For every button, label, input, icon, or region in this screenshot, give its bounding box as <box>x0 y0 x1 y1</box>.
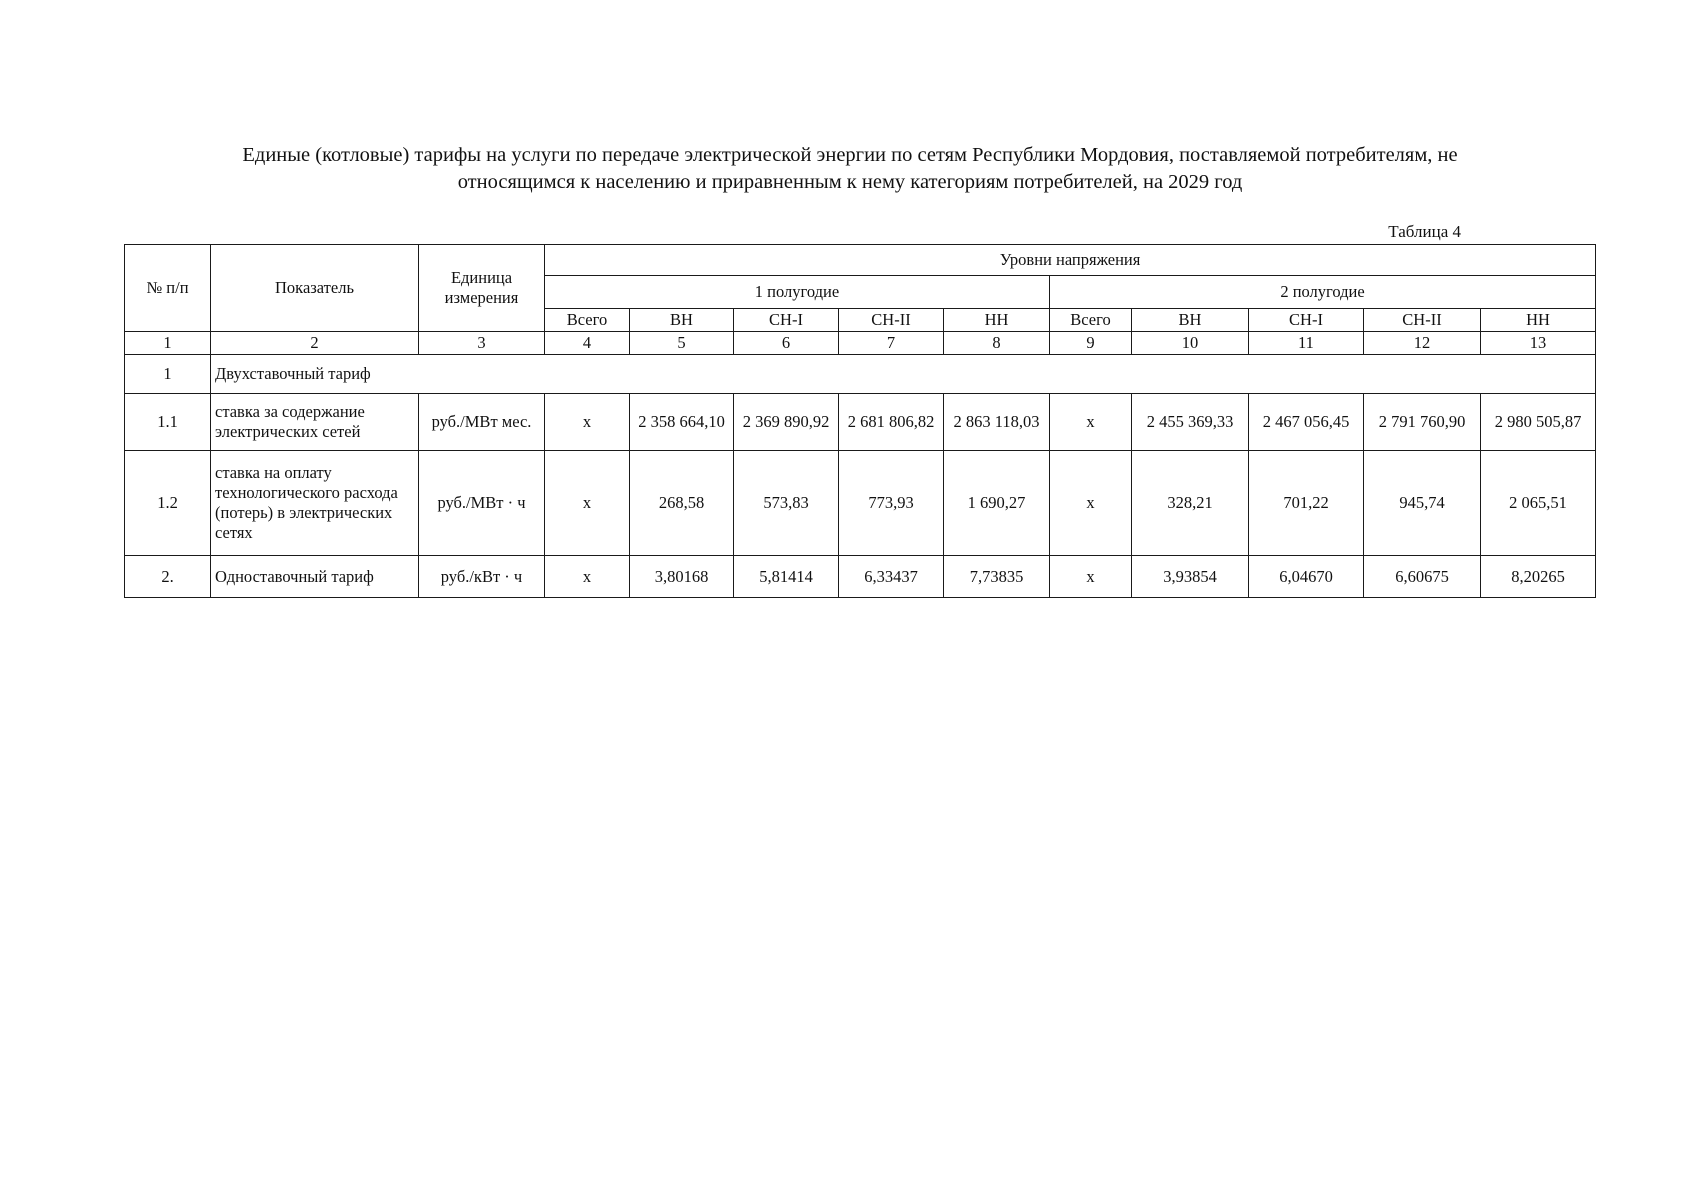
cell-value: х <box>1050 394 1132 451</box>
cell-value: 6,60675 <box>1364 556 1481 598</box>
cell-value: 2 467 056,45 <box>1249 394 1364 451</box>
document-title <box>150 142 1550 196</box>
header-col-vn-2: ВН <box>1132 309 1249 332</box>
column-number: 10 <box>1132 332 1249 355</box>
column-number: 13 <box>1481 332 1596 355</box>
table-row-losses-rate <box>125 451 1596 556</box>
cell-value: 268,58 <box>630 451 734 556</box>
header-row-1 <box>125 245 1596 276</box>
column-number: 2 <box>211 332 419 355</box>
cell-value: 573,83 <box>734 451 839 556</box>
table-row-network-maintenance-rate <box>125 394 1596 451</box>
cell-value: 1 690,27 <box>944 451 1050 556</box>
table-row-single-rate-tariff <box>125 556 1596 598</box>
column-number: 9 <box>1050 332 1132 355</box>
column-number: 7 <box>839 332 944 355</box>
header-col-sn2-2: СН-II <box>1364 309 1481 332</box>
header-col-vn-1: ВН <box>630 309 734 332</box>
header-col-sn2-1: СН-II <box>839 309 944 332</box>
cell-value: 8,20265 <box>1481 556 1596 598</box>
column-number: 6 <box>734 332 839 355</box>
cell-value: 5,81414 <box>734 556 839 598</box>
row-unit: руб./МВт · ч <box>419 451 545 556</box>
cell-value: 7,73835 <box>944 556 1050 598</box>
header-col-total-1: Всего <box>545 309 630 332</box>
cell-value: 773,93 <box>839 451 944 556</box>
row-indicator: ставка за содержание электрических сетей <box>211 394 419 451</box>
cell-value: 6,04670 <box>1249 556 1364 598</box>
header-col-nn-2: НН <box>1481 309 1596 332</box>
column-number: 4 <box>545 332 630 355</box>
cell-value: 701,22 <box>1249 451 1364 556</box>
header-half-1: 1 полугодие <box>545 276 1050 309</box>
row-unit: руб./кВт · ч <box>419 556 545 598</box>
column-number: 3 <box>419 332 545 355</box>
section-name: Двухставочный тариф <box>211 355 1596 394</box>
column-number: 5 <box>630 332 734 355</box>
cell-value: 328,21 <box>1132 451 1249 556</box>
header-indicator: Показатель <box>211 245 419 332</box>
column-number: 11 <box>1249 332 1364 355</box>
column-numbers-row <box>125 332 1596 355</box>
document-title-line-1: Единые (котловые) тарифы на услуги по передаче электрической энергии по сетям Республики Мордовия, поставляемой потребителям, не <box>242 144 1458 166</box>
section-row-two-rate-tariff <box>125 355 1596 394</box>
column-number: 1 <box>125 332 211 355</box>
document-title-line-2: относящимся к населению и приравненным к нему категориям потребителей, на 2029 год <box>457 171 1243 193</box>
cell-value: 6,33437 <box>839 556 944 598</box>
cell-value: 945,74 <box>1364 451 1481 556</box>
cell-value: х <box>1050 451 1132 556</box>
header-half-2: 2 полугодие <box>1050 276 1596 309</box>
column-number: 8 <box>944 332 1050 355</box>
cell-value: 2 065,51 <box>1481 451 1596 556</box>
cell-value: х <box>545 556 630 598</box>
cell-value: х <box>545 394 630 451</box>
cell-value: х <box>545 451 630 556</box>
cell-value: 2 455 369,33 <box>1132 394 1249 451</box>
cell-value: 2 791 760,90 <box>1364 394 1481 451</box>
cell-value: 3,93854 <box>1132 556 1249 598</box>
cell-value: х <box>1050 556 1132 598</box>
header-voltage-levels: Уровни напряжения <box>545 245 1596 276</box>
row-unit: руб./МВт мес. <box>419 394 545 451</box>
row-indicator: Одноставочный тариф <box>211 556 419 598</box>
cell-value: 2 358 664,10 <box>630 394 734 451</box>
header-num: № п/п <box>125 245 211 332</box>
cell-value: 2 369 890,92 <box>734 394 839 451</box>
header-col-total-2: Всего <box>1050 309 1132 332</box>
table-number-label: Таблица 4 <box>1388 222 1461 241</box>
cell-value: 3,80168 <box>630 556 734 598</box>
row-num: 2. <box>125 556 211 598</box>
cell-value: 2 980 505,87 <box>1481 394 1596 451</box>
cell-value: 2 863 118,03 <box>944 394 1050 451</box>
tariff-table <box>124 244 1596 598</box>
header-col-nn-1: НН <box>944 309 1050 332</box>
column-number: 12 <box>1364 332 1481 355</box>
row-num: 1.1 <box>125 394 211 451</box>
header-unit: Единица измерения <box>419 245 545 332</box>
row-indicator: ставка на оплату технологического расхода (потерь) в электрических сетях <box>211 451 419 556</box>
row-num: 1 <box>125 355 211 394</box>
header-col-sn1-1: СН-I <box>734 309 839 332</box>
cell-value: 2 681 806,82 <box>839 394 944 451</box>
row-num: 1.2 <box>125 451 211 556</box>
header-col-sn1-2: СН-I <box>1249 309 1364 332</box>
